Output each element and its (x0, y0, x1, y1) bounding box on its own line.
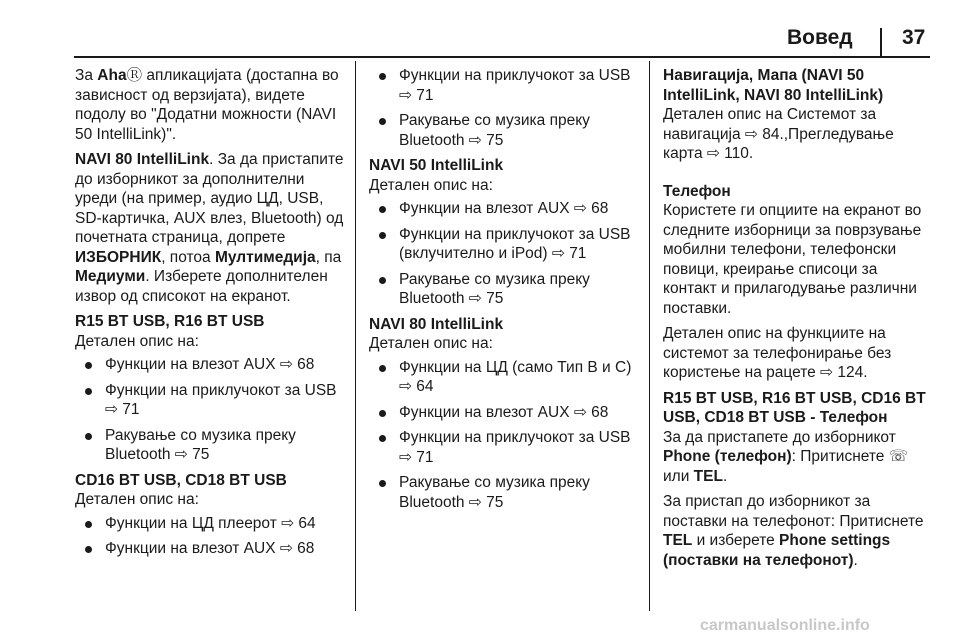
section-heading: Телефон (663, 182, 731, 200)
header-divider-tick (880, 28, 882, 56)
list-item: Функции на приклучокот за USB (вклучително и iPod) ⇨ 71 (369, 225, 643, 264)
feature-list (369, 199, 643, 309)
section-subheading: Детален опис на: (75, 332, 199, 350)
feature-list (369, 358, 643, 513)
section-heading: R15 BT USB, R16 BT USB (75, 313, 265, 330)
navi80-paragraph: NAVI 80 IntelliLink. За да пристапите до изборникот за дополнителни уреди (на пример, аудио ЦД, USB, SD-картичка, AUX влез, Bluetooth) од почетната страница, допрете ИЗБОРНИК, потоа Мултимедија, па Медиуми. Изберете дополнителен извор од списокот на екранот. (75, 151, 344, 305)
list-item: Функции на ЦД плеерот ⇨ 64 (75, 514, 349, 534)
section-heading: CD16 BT USB, CD18 BT USB (75, 471, 287, 489)
page-number: 37 (902, 26, 926, 49)
list-item: Ракување со музика преку Bluetooth ⇨ 75 (369, 473, 643, 512)
column-divider (649, 61, 650, 611)
section-subheading: Детален опис на: (369, 176, 493, 194)
column-divider (355, 61, 356, 611)
list-item: Функции на приклучокот за USB ⇨ 71 (369, 66, 643, 105)
phone-settings-paragraph: За пристап до изборникот за поставки на телефонот: Притиснете TEL и изберете Phone settings (поставки на телефонот). (663, 493, 924, 569)
feature-list (369, 66, 643, 150)
handsfree-paragraph: Детален опис на функциите на системот за телефонирање без користење на рацете ⇨ 124. (663, 325, 892, 381)
aha-term: Aha (97, 67, 127, 84)
column-2 (369, 66, 643, 518)
navigation-paragraph: Детален опис на Системот за навигација ⇨ 84.,Прегледување карта ⇨ 110. (663, 106, 894, 162)
watermark: carmanualsonline.info (700, 617, 870, 634)
list-item: Ракување со музика преку Bluetooth ⇨ 75 (75, 426, 349, 465)
feature-list (75, 514, 349, 559)
list-item: Функции на влезот AUX ⇨ 68 (369, 199, 643, 219)
section-title: Вовед (787, 26, 853, 49)
section-subheading: Детален опис на: (369, 335, 493, 352)
aha-paragraph: За AhaⓇ апликацијата (достапна во зависност од верзијата), видете подолу во "Додатни можности (NAVI 50 IntelliLink)". (75, 67, 339, 143)
list-item: Функции на приклучокот за USB ⇨ 71 (369, 428, 643, 467)
header-rule (74, 56, 930, 58)
section-heading: NAVI 80 IntelliLink (369, 315, 504, 333)
list-item: Функции на приклучокот за USB ⇨ 71 (75, 381, 349, 420)
column-3 (663, 66, 928, 576)
list-item: Ракување со музика преку Bluetooth ⇨ 75 (369, 111, 643, 150)
section-heading: NAVI 50 IntelliLink (369, 157, 504, 174)
list-item: Функции на ЦД (само Тип B и C) ⇨ 64 (369, 358, 643, 397)
column-1 (75, 66, 349, 565)
section-subheading: Детален опис на: (75, 491, 199, 508)
feature-list (75, 355, 349, 465)
list-item: Функции на влезот AUX ⇨ 68 (75, 355, 349, 375)
phone-menu-paragraph: За да пристапете до изборникот Phone (телефон): Притиснете ☏ или TEL. (663, 428, 909, 485)
list-item: Функции на влезот AUX ⇨ 68 (369, 403, 643, 423)
list-item: Функции на влезот AUX ⇨ 68 (75, 539, 349, 559)
spacer (663, 170, 928, 182)
section-heading: Навигација, Мапа (NAVI 50 IntelliLink, NAVI 80 IntelliLink) (663, 67, 884, 104)
phone-paragraph: Користете ги опциите на екранот во следните изборници за поврзување мобилни телефони, телефонски повици, креирање списоци за контакт и прилагодување различни поставки. (663, 202, 922, 317)
list-item: Ракување со музика преку Bluetooth ⇨ 75 (369, 270, 643, 309)
section-heading: R15 BT USB, R16 BT USB, CD16 BT USB, CD18 BT USB - Телефон (663, 389, 926, 426)
page-header (0, 0, 960, 56)
